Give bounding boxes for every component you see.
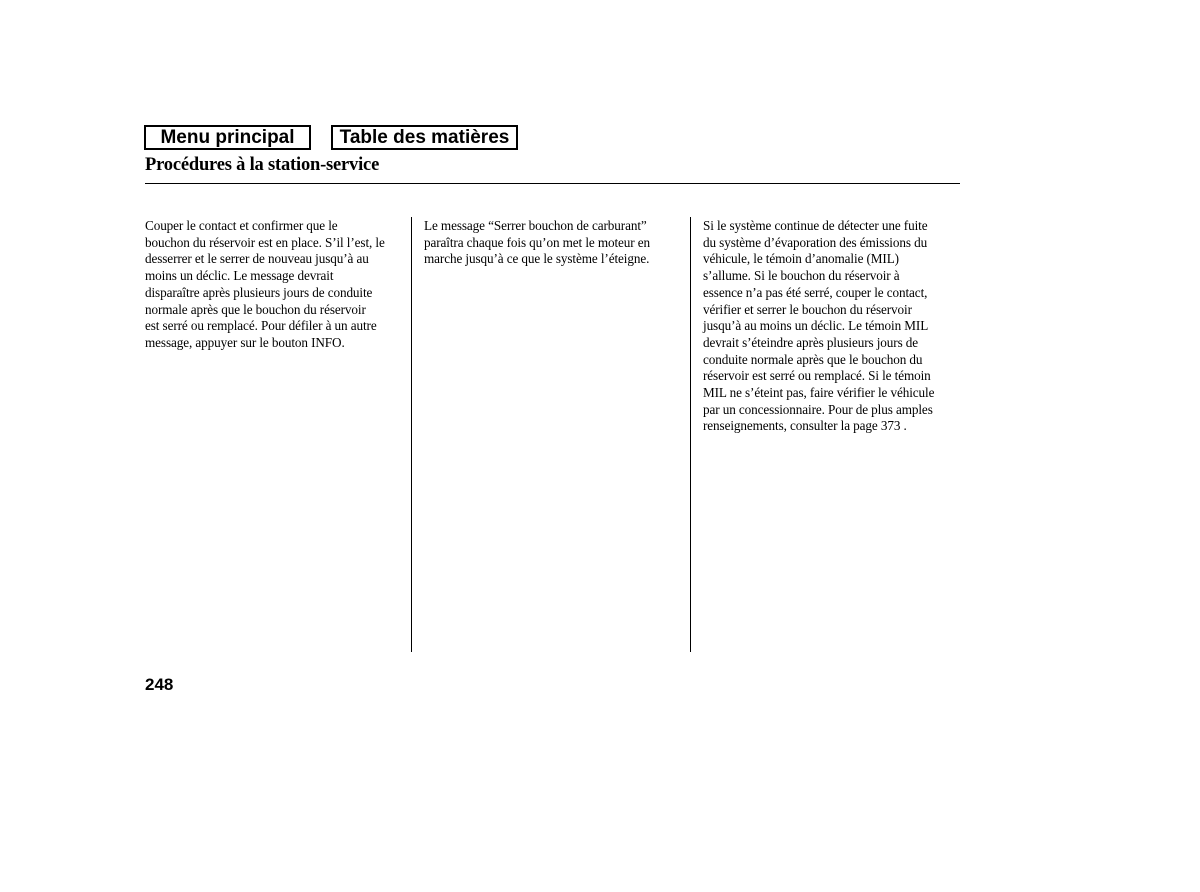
paragraph-line: Le message “Serrer bouchon de carburant”	[424, 218, 647, 233]
paragraph-line: renseignements, consulter la page 373 .	[703, 418, 907, 434]
paragraph-line: véhicule, le témoin d’anomalie (MIL)	[703, 251, 899, 267]
paragraph-line: est serré ou remplacé. Pour défiler à un autre	[145, 318, 377, 334]
text-column-3	[703, 218, 961, 435]
paragraph-line: Couper le contact et confirmer que le	[145, 218, 338, 233]
paragraph-line: du système d’évaporation des émissions du	[703, 234, 928, 250]
column-divider	[690, 217, 691, 652]
paragraph-line: message, appuyer sur le bouton INFO.	[145, 334, 345, 350]
column-divider	[411, 217, 412, 652]
paragraph-line: disparaître après plusieurs jours de conduite	[145, 284, 373, 300]
table-des-matieres-button[interactable]: Table des matières	[331, 125, 518, 150]
paragraph-line: s’allume. Si le bouchon du réservoir à	[703, 268, 900, 284]
paragraph-line: bouchon du réservoir est en place. S’il l’est, le	[145, 234, 385, 250]
page-number: 248	[145, 675, 174, 694]
paragraph-line: devrait s’éteindre après plusieurs jours de	[703, 334, 919, 350]
paragraph-line: par un concessionnaire. Pour de plus amples	[703, 401, 933, 417]
paragraph-line: marche jusqu’à ce que le système l’éteigne.	[424, 251, 650, 267]
menu-principal-button[interactable]: Menu principal	[144, 125, 311, 150]
section-title: Procédures à la station-service	[145, 155, 380, 175]
paragraph-line: vérifier et serrer le bouchon du réservoir	[703, 301, 912, 317]
paragraph-line: conduite normale après que le bouchon du	[703, 351, 923, 367]
text-column-1	[145, 218, 403, 352]
paragraph-line: desserrer et le serrer de nouveau jusqu’à au	[145, 251, 369, 267]
paragraph-line: jusqu’à au moins un déclic. Le témoin MIL	[703, 318, 929, 334]
paragraph-line: MIL ne s’éteint pas, faire vérifier le véhicule	[703, 385, 935, 401]
paragraph-line: moins un déclic. Le message devrait	[145, 268, 334, 284]
paragraph-line: paraîtra chaque fois qu’on met le moteur en	[424, 234, 651, 250]
title-divider	[145, 183, 960, 184]
text-column-2	[424, 218, 676, 268]
paragraph-line: normale après que le bouchon du réservoir	[145, 301, 366, 317]
paragraph-line: essence n’a pas été serré, couper le contact,	[703, 284, 928, 300]
paragraph-line: Si le système continue de détecter une fuite	[703, 218, 928, 233]
paragraph-line: réservoir est serré ou remplacé. Si le témoin	[703, 368, 931, 384]
